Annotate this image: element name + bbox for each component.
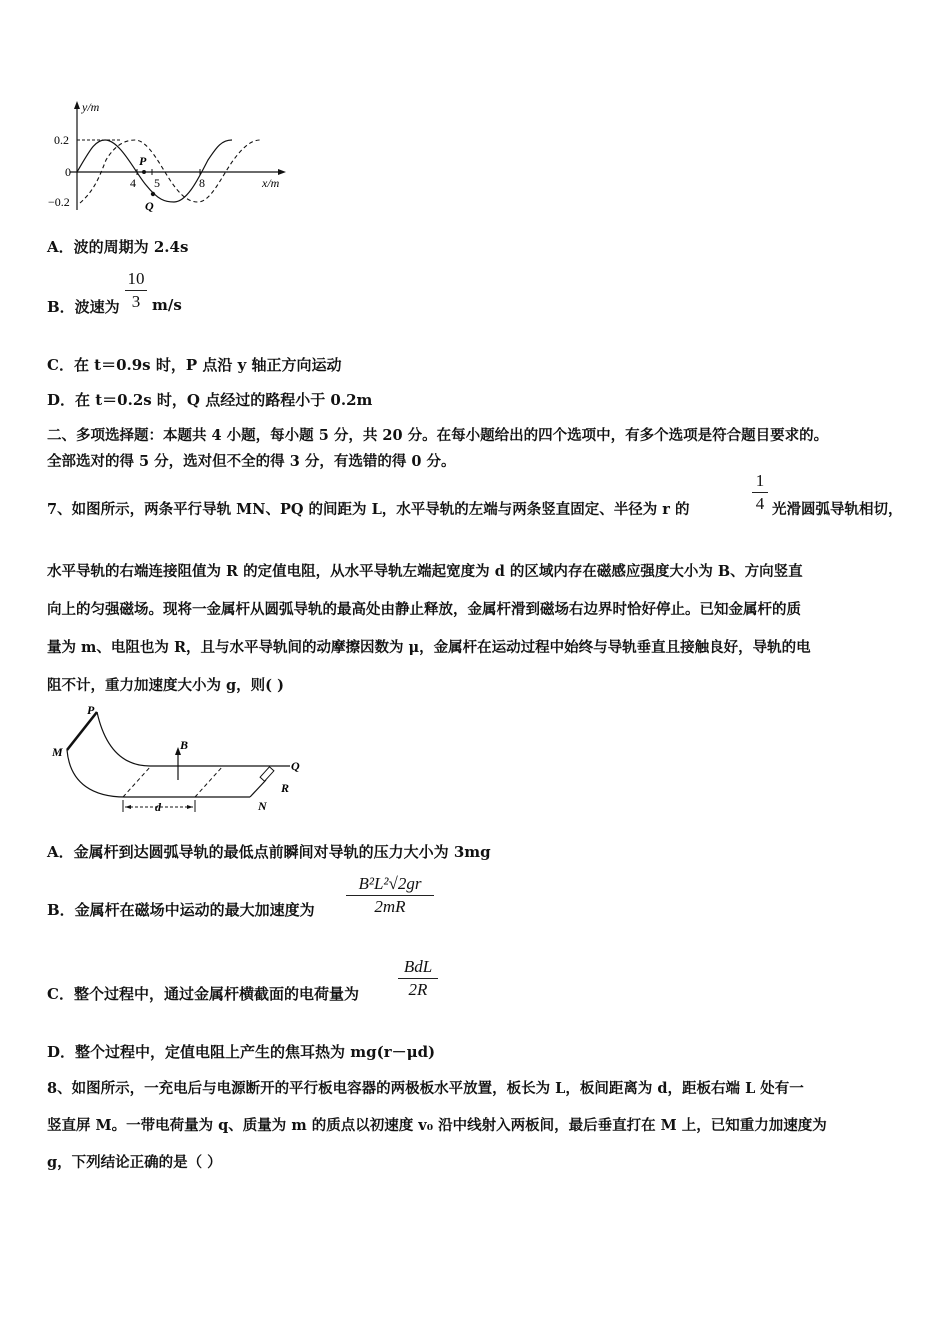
q6-option-d: D．在 t＝0.2s 时，Q 点经过的路程小于 0.2m	[47, 391, 373, 409]
label-r: R	[281, 781, 290, 795]
y-tick-origin: 0	[65, 165, 71, 179]
q7-line1b: 光滑圆弧导轨相切，	[772, 501, 903, 518]
label-q: Q	[291, 759, 300, 773]
q6-option-b-prefix: B．波速为	[47, 298, 120, 316]
x-tick-4: 4	[130, 176, 136, 190]
rod-mp	[67, 712, 97, 750]
q7-option-c-fraction	[398, 958, 438, 999]
q6-b-denominator: 3	[131, 292, 141, 311]
field-left-boundary	[123, 766, 151, 797]
d-dim-arrow-right	[187, 805, 193, 809]
q6-option-c: C．在 t＝0.9s 时，P 点沿 y 轴正方向运动	[47, 356, 342, 374]
q7-option-d: D．整个过程中，定值电阻上产生的焦耳热为 mg(r－μd)	[47, 1043, 436, 1061]
q7-b-numerator: B²L²√2gr	[358, 874, 422, 893]
y-axis-label: y/m	[82, 100, 100, 114]
point-q-dot	[151, 192, 155, 196]
q8-line2: 竖直屏 M。一带电荷量为 q、质量为 m 的质点以初速度 v₀ 沿中线射入两板间，最后垂直打在 M 上，已知重力加速度为	[47, 1117, 827, 1134]
q7-option-b-fraction	[346, 875, 434, 916]
arc-front	[67, 750, 250, 797]
q7-option-a: A．金属杆到达圆弧导轨的最低点前瞬间对导轨的压力大小为 3mg	[47, 843, 491, 861]
x-axis-label: x/m	[262, 176, 280, 190]
x-tick-8: 8	[199, 176, 205, 190]
q7-option-c: C．整个过程中，通过金属杆横截面的电荷量为	[47, 985, 359, 1003]
wave-graph	[40, 95, 300, 220]
q7-c-numerator: BdL	[403, 957, 433, 976]
q7-frac-denominator: 4	[755, 494, 765, 513]
q7-line1a: 7、如图所示，两条平行导轨 MN、PQ 的间距为 L，水平导轨的左端与两条竖直固定、半径为 r 的	[47, 501, 690, 518]
q6-option-a: A．波的周期为 2.4s	[47, 238, 189, 256]
q7-quarter-fraction	[752, 472, 768, 513]
q7-line3: 向上的匀强磁场。现将一金属杆从圆弧导轨的最高处由静止释放，金属杆滑到磁场右边界时恰好停止。已知金属杆的质	[47, 601, 801, 618]
q6-option-b-unit: m/s	[152, 296, 182, 314]
rail-figure	[45, 700, 315, 820]
x-axis-arrow	[278, 169, 286, 175]
q7-b-denominator: 2mR	[374, 897, 406, 916]
q8-line1: 8、如图所示，一充电后与电源断开的平行板电容器的两极板水平放置，板长为 L，板间距离为 d，距板右端 L 处有一	[47, 1080, 804, 1097]
label-p: P	[87, 703, 95, 717]
field-right-boundary	[195, 766, 223, 797]
q6-option-b-fraction	[125, 270, 147, 311]
q7-c-denominator: 2R	[408, 980, 428, 999]
q8-line3: g，下列结论正确的是（ ）	[47, 1154, 222, 1171]
section2-line1: 二、多项选择题：本题共 4 小题，每小题 5 分，共 20 分。在每小题给出的四个选项中，有多个选项是符合题目要求的。	[47, 427, 829, 444]
q6-b-numerator: 10	[127, 269, 145, 288]
q7-option-b: B．金属杆在磁场中运动的最大加速度为	[47, 901, 315, 919]
q7-line2: 水平导轨的右端连接阻值为 R 的定值电阻，从水平导轨左端起宽度为 d 的区域内存在磁感应强度大小为 B、方向竖直	[47, 563, 803, 580]
q7-frac-numerator: 1	[755, 471, 765, 490]
q7-line5: 阻不计，重力加速度大小为 g，则( )	[47, 677, 284, 694]
section2-line2: 全部选对的得 5 分，选对但不全的得 3 分，有选错的得 0 分。	[47, 453, 456, 470]
resistor-link	[250, 780, 266, 797]
point-p-dot	[142, 170, 146, 174]
label-d: d	[155, 800, 161, 814]
y-tick-bottom: −0.2	[48, 195, 70, 209]
label-b: B	[180, 738, 189, 752]
point-p-label: P	[139, 154, 147, 168]
y-tick-top: 0.2	[54, 133, 69, 147]
label-n: N	[258, 799, 267, 813]
q7-line4: 量为 m、电阻也为 R，且与水平导轨间的动摩擦因数为 μ，金属杆在运动过程中始终与导轨垂直且接触良好，导轨的电	[47, 639, 811, 656]
resistor	[260, 767, 274, 781]
x-tick-5: 5	[154, 176, 160, 190]
y-axis-arrow	[74, 101, 80, 109]
d-dim-arrow-left	[125, 805, 131, 809]
point-q-label: Q	[145, 199, 154, 213]
label-m: M	[52, 745, 63, 759]
